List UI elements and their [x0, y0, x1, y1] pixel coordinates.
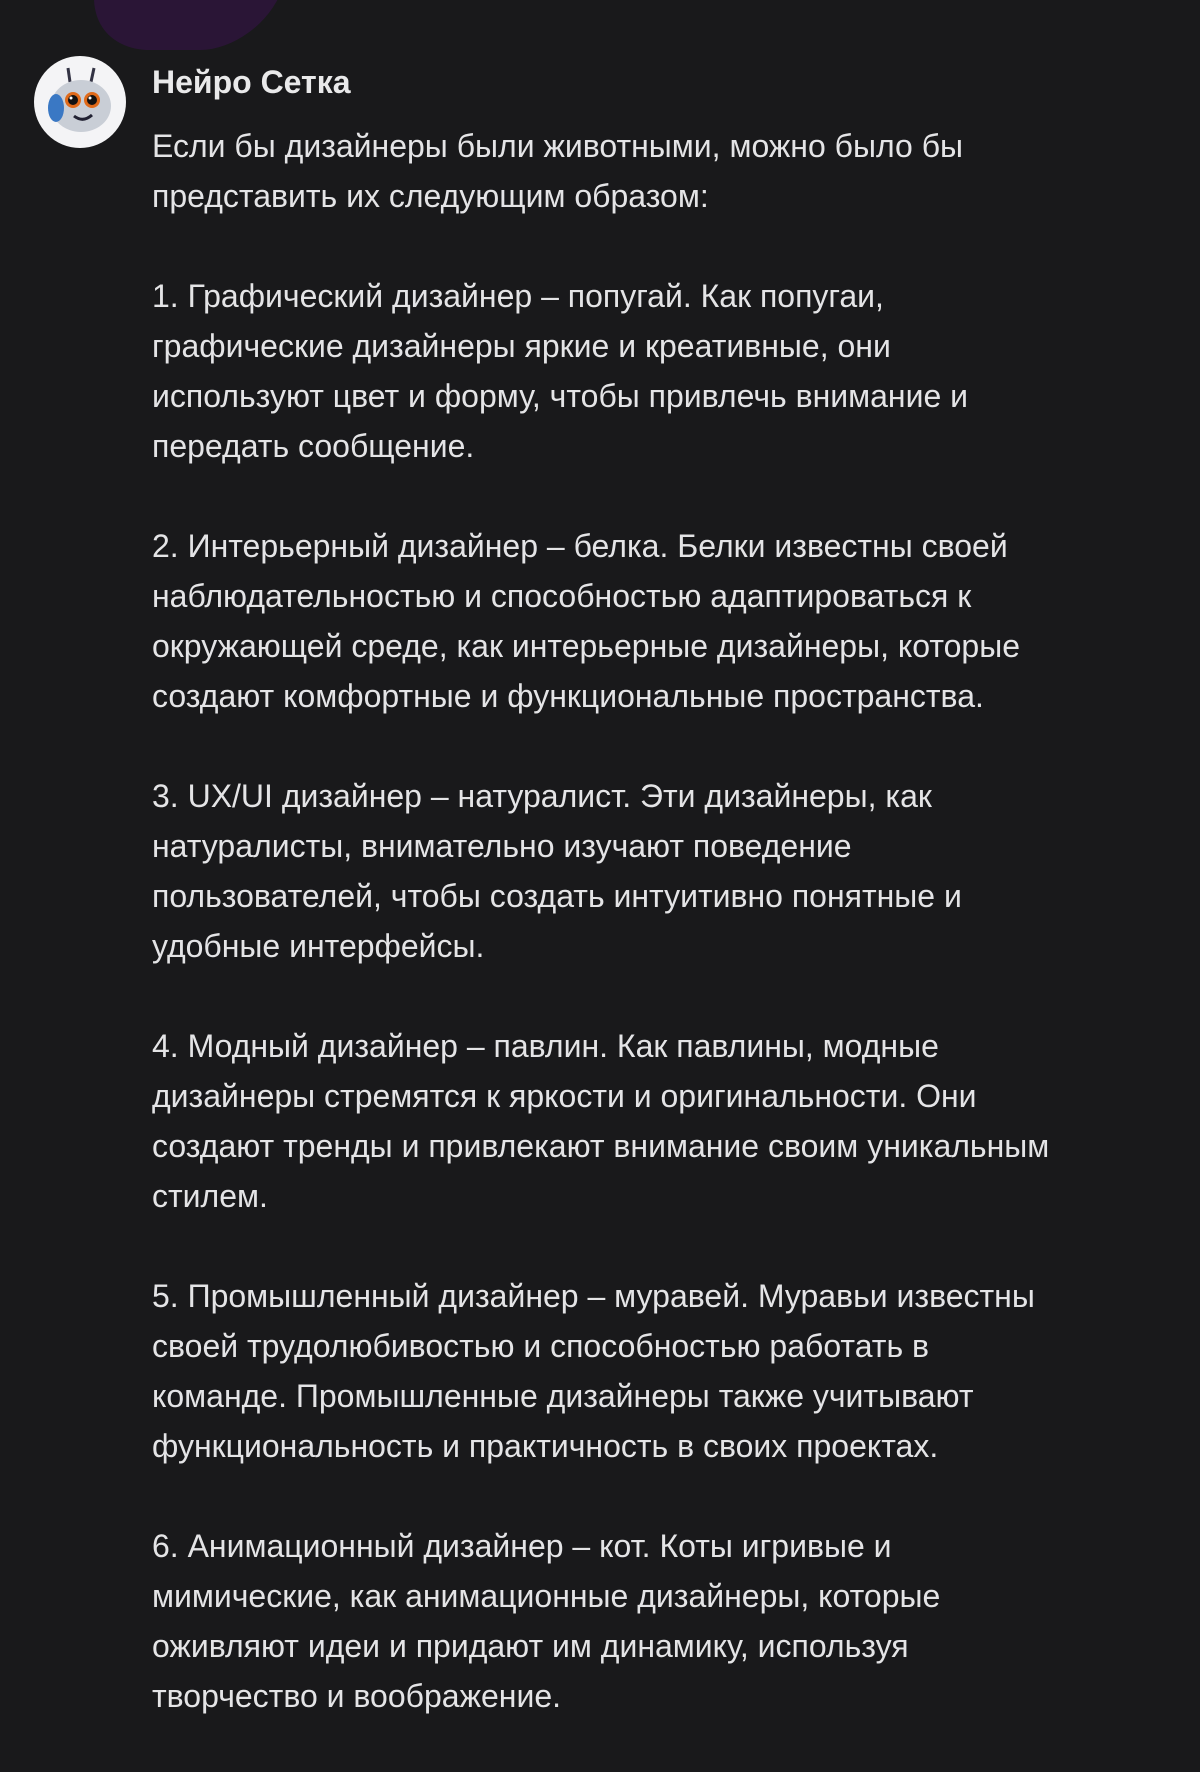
background-decoration	[70, 0, 300, 50]
message-line: графические дизайнеры яркие и креативные, они	[152, 328, 891, 364]
message-line: передать сообщение.	[152, 428, 475, 464]
message-line: мимические, как анимационные дизайнеры, которые	[152, 1578, 941, 1614]
message-line: 6. Анимационный дизайнер – кот. Коты игривые и	[152, 1528, 892, 1564]
message-line: дизайнеры стремятся к яркости и оригинальности. Они	[152, 1078, 977, 1114]
message-line: функциональность и практичность в своих проектах.	[152, 1428, 939, 1464]
message-body	[152, 121, 1049, 1771]
message-line: Если бы дизайнеры были животными, можно было бы	[152, 128, 964, 164]
message-line: натуралисты, внимательно изучают поведение	[152, 828, 852, 864]
avatar[interactable]	[34, 56, 126, 148]
message-line: 5. Промышленный дизайнер – муравей. Муравьи известны	[152, 1278, 1035, 1314]
message-line: окружающей среде, как интерьерные дизайнеры, которые	[152, 628, 1020, 664]
message-line: создают комфортные и функциональные пространства.	[152, 678, 984, 714]
message-intro	[152, 121, 1049, 221]
message-paragraph	[152, 521, 1049, 721]
message-line: стилем.	[152, 1178, 268, 1214]
robot-icon	[34, 56, 126, 148]
author-name: Нейро Сетка	[152, 64, 351, 100]
message-line: создают тренды и привлекают внимание своим уникальным	[152, 1128, 1050, 1164]
message-line: 2. Интерьерный дизайнер – белка. Белки известны своей	[152, 528, 1008, 564]
message-line: пользователей, чтобы создать интуитивно понятные и	[152, 878, 962, 914]
message-line: удобные интерфейсы.	[152, 928, 485, 964]
message-line: своей трудолюбивостью и способностью работать в	[152, 1328, 930, 1364]
message-line: 1. Графический дизайнер – попугай. Как попугаи,	[152, 278, 884, 314]
message-paragraph	[152, 1521, 1049, 1721]
message-line: команде. Промышленные дизайнеры также учитывают	[152, 1378, 974, 1414]
message-paragraph	[152, 1271, 1049, 1471]
message-line: используют цвет и форму, чтобы привлечь внимание и	[152, 378, 969, 414]
message-line: представить их следующим образом:	[152, 178, 709, 214]
message-line: 3. UX/UI дизайнер – натуралист. Эти дизайнеры, как	[152, 778, 932, 814]
message-paragraph	[152, 771, 1049, 971]
message-line: оживляют идеи и придают им динамику, используя	[152, 1628, 909, 1664]
message-paragraph	[152, 271, 1049, 471]
message-paragraph	[152, 1021, 1049, 1221]
message-line: 4. Модный дизайнер – павлин. Как павлины, модные	[152, 1028, 939, 1064]
message-line: творчество и воображение.	[152, 1678, 561, 1714]
message-line: наблюдательностью и способностью адаптироваться к	[152, 578, 972, 614]
